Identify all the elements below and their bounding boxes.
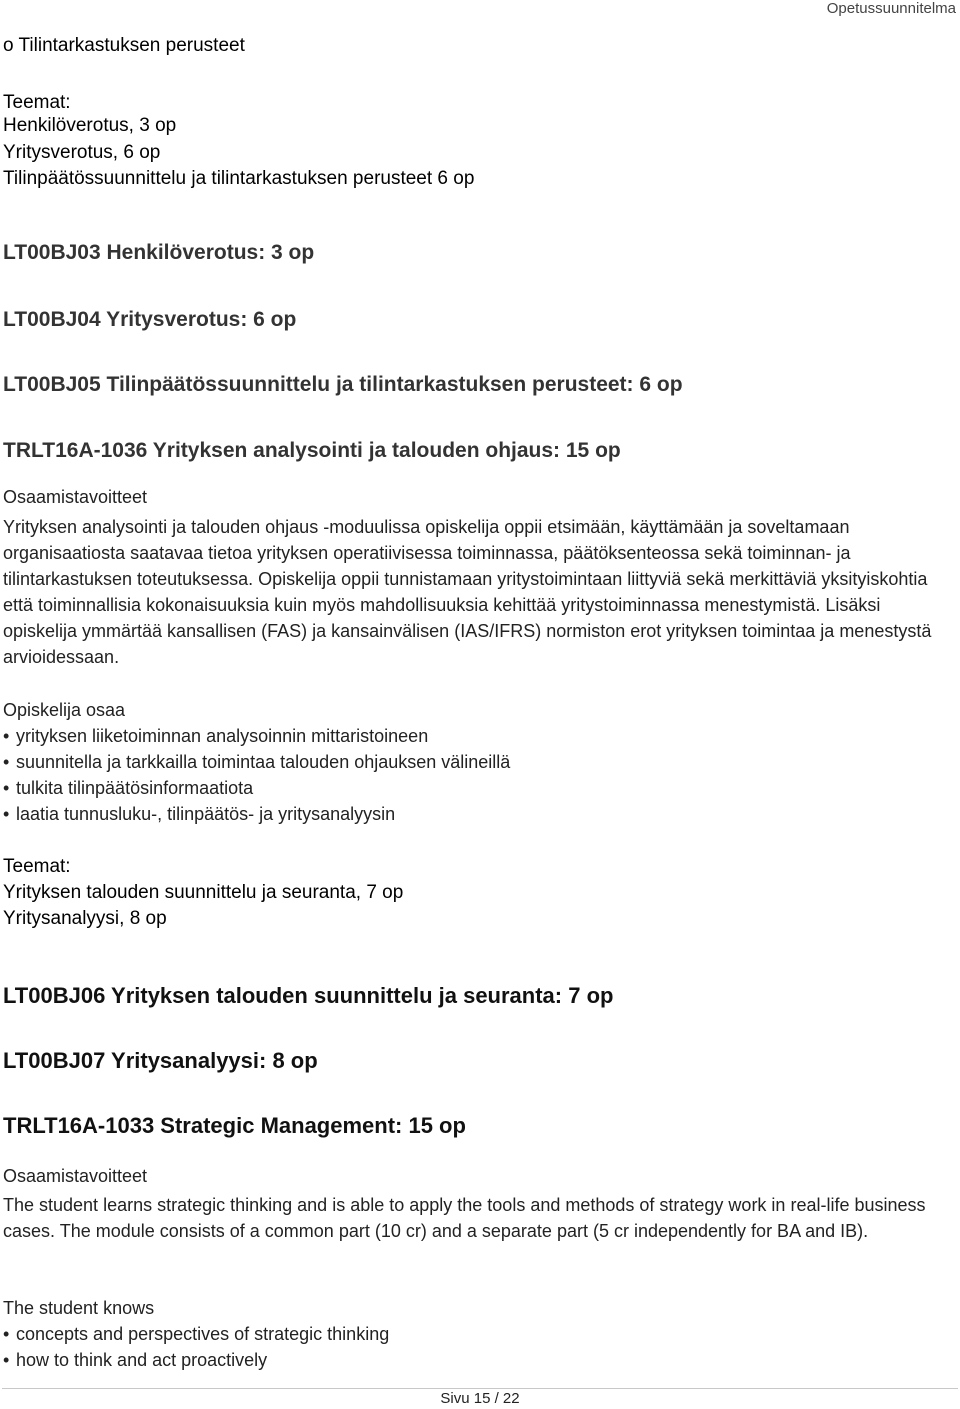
theme-item: Yritysanalyysi, 8 op	[3, 908, 167, 929]
bullet-glyph: •	[3, 804, 10, 824]
bullet-glyph: •	[3, 726, 10, 746]
intro-line: o Tilintarkastuksen perusteet	[3, 35, 245, 56]
theme-item: Henkilöverotus, 3 op	[3, 115, 177, 136]
course-heading: LT00BJ07 Yritysanalyysi: 8 op	[3, 1048, 318, 1073]
bullet-glyph: •	[3, 1324, 10, 1344]
bullet-item: • how to think and act proactively	[3, 1350, 268, 1370]
knows-label: The student knows	[3, 1298, 155, 1318]
module-heading: TRLT16A-1036 Yrityksen analysointi ja talouden ohjaus: 15 op	[3, 439, 621, 462]
footer-divider	[2, 1388, 958, 1389]
bullet-glyph: •	[3, 1350, 10, 1370]
running-header: Opetussuunnitelma	[826, 0, 956, 17]
page-number: Sivu 15 / 22	[440, 1390, 520, 1407]
themes-label: Teemat:	[3, 92, 71, 113]
module-heading: TRLT16A-1033 Strategic Management: 15 op	[3, 1113, 466, 1138]
outcomes-paragraph: Yrityksen analysointi ja talouden ohjaus -moduulissa opiskelija oppii etsimään, käyttämään ja soveltamaan organisaatiosta saatavaa tietoa yrityksen operatiivisessa toiminnassa, päätöksenteossa sekä toiminnan- ja tilintarkastuksen toteutuksessa. Opiskelija oppii tunnistamaan yritystoimintaan liittyviä sekä merkittäviä yksityiskohtia että toiminnallisia kokonaisuuksia kuin myös mahdollisuuksia kehittää yritystoiminnassa menestymistä. Lisäksi opiskelija ymmärtää kansallisen (FAS) ja kansainvälisen (IAS/IFRS) normiston erot yrityksen toimintaa ja menestystä arvioidessaan.	[3, 517, 932, 667]
bullet-item: • concepts and perspectives of strategic thinking	[3, 1324, 390, 1344]
bullet-item: • tulkita tilinpäätösinformaatiota	[3, 778, 254, 798]
course-heading: LT00BJ04 Yritysverotus: 6 op	[3, 308, 297, 331]
bullet-item: • yrityksen liiketoiminnan analysoinnin mittaristoineen	[3, 726, 429, 746]
knows-label: Opiskelija osaa	[3, 700, 126, 720]
course-heading: LT00BJ05 Tilinpäätössuunnittelu ja tilintarkastuksen perusteet: 6 op	[3, 373, 683, 396]
bullet-glyph: •	[3, 778, 10, 798]
course-heading: LT00BJ06 Yrityksen talouden suunnittelu ja seuranta: 7 op	[3, 983, 614, 1008]
theme-item: Tilinpäätössuunnittelu ja tilintarkastuksen perusteet 6 op	[3, 168, 475, 189]
bullet-glyph: •	[3, 752, 10, 772]
themes-label: Teemat:	[3, 856, 71, 877]
theme-item: Yritysverotus, 6 op	[3, 142, 161, 163]
bullet-item: • suunnitella ja tarkkailla toimintaa talouden ohjauksen välineillä	[3, 752, 511, 772]
outcomes-label: Osaamistavoitteet	[3, 487, 148, 507]
outcomes-label: Osaamistavoitteet	[3, 1166, 148, 1186]
bullet-item: • laatia tunnusluku-, tilinpäätös- ja yritysanalyysin	[3, 804, 396, 824]
outcomes-paragraph: The student learns strategic thinking and is able to apply the tools and methods of strategy work in real-life business cases. The module consists of a common part (10 cr) and a separate part (5 cr independently for BA and IB).	[3, 1195, 926, 1241]
course-heading: LT00BJ03 Henkilöverotus: 3 op	[3, 241, 315, 264]
theme-item: Yrityksen talouden suunnittelu ja seuranta, 7 op	[3, 882, 404, 903]
